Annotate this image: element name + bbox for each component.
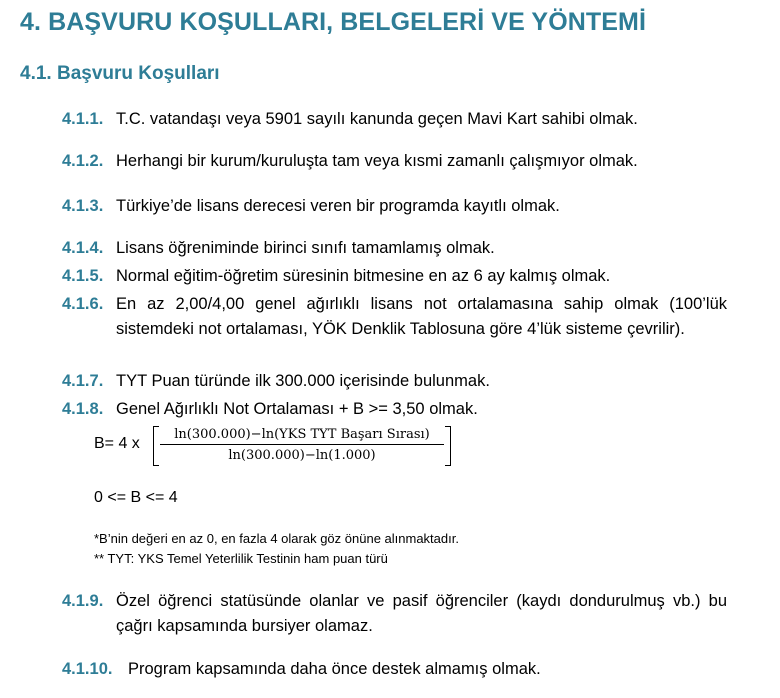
list-item <box>62 657 727 682</box>
formula-fraction <box>160 426 444 464</box>
item-number: 4.1.4. <box>62 239 104 257</box>
list-item <box>62 292 727 342</box>
item-text: Program kapsamında daha önce destek almamış olmak. <box>128 660 541 678</box>
item-text: Herhangi bir kurum/kuruluşta tam veya kısmi zamanlı çalışmıyor olmak. <box>116 152 638 170</box>
section-heading: 4. BAŞVURU KOŞULLARI, BELGELERİ VE YÖNTEMİ <box>20 8 647 36</box>
list-item <box>62 397 727 422</box>
left-bracket <box>153 426 159 466</box>
item-text: TYT Puan türünde ilk 300.000 içerisinde bulunmak. <box>116 372 490 390</box>
item-number: 4.1.10. <box>62 660 113 678</box>
item-text: Normal eğitim-öğretim süresinin bitmesine en az 6 ay kalmış olmak. <box>116 267 611 285</box>
item-number: 4.1.8. <box>62 400 104 418</box>
list-item <box>62 107 727 132</box>
formula-lhs: B= 4 x <box>94 435 140 452</box>
footnote: *B’nin değeri en az 0, en fazla 4 olarak göz önüne alınmaktadır. <box>94 531 459 546</box>
list-item <box>62 369 727 394</box>
item-number: 4.1.1. <box>62 110 104 128</box>
formula-denominator: ln(300.000)−ln(1.000) <box>228 448 376 463</box>
item-text: Özel öğrenci statüsünde olanlar ve pasif öğrenciler (kaydı dondurulmuş vb.) bu çağrı kapsamında bursiyer olamaz. <box>116 592 727 635</box>
subsection-heading: 4.1. Başvuru Koşulları <box>20 63 220 84</box>
item-text: T.C. vatandaşı veya 5901 sayılı kanunda geçen Mavi Kart sahibi olmak. <box>116 110 638 128</box>
item-number: 4.1.7. <box>62 372 104 390</box>
item-text: Lisans öğreniminde birinci sınıfı tamamlamış olmak. <box>116 239 495 257</box>
list-item <box>62 264 727 289</box>
item-number: 4.1.9. <box>62 592 104 610</box>
list-item <box>62 194 727 219</box>
item-number: 4.1.6. <box>62 295 104 313</box>
footnote: ** TYT: YKS Temel Yeterlilik Testinin ham puan türü <box>94 551 388 566</box>
item-text: En az 2,00/4,00 genel ağırlıklı lisans not ortalamasına sahip olmak (100’lük sistemdeki not ortalaması, YÖK Denklik Tablosuna göre 4’lük sisteme çevrilir). <box>116 295 727 338</box>
item-text: Türkiye’de lisans derecesi veren bir programda kayıtlı olmak. <box>116 197 560 215</box>
formula-numerator: ln(300.000)−ln(YKS TYT Başarı Sırası) <box>174 427 430 442</box>
list-item <box>62 149 727 174</box>
item-number: 4.1.2. <box>62 152 104 170</box>
item-number: 4.1.5. <box>62 267 104 285</box>
list-item <box>62 589 727 639</box>
b-range: 0 <= B <= 4 <box>94 489 178 506</box>
right-bracket <box>445 426 451 466</box>
fraction-bar <box>160 444 444 445</box>
item-text: Genel Ağırlıklı Not Ortalaması + B >= 3,50 olmak. <box>116 400 478 418</box>
item-number: 4.1.3. <box>62 197 104 215</box>
list-item <box>62 236 727 261</box>
